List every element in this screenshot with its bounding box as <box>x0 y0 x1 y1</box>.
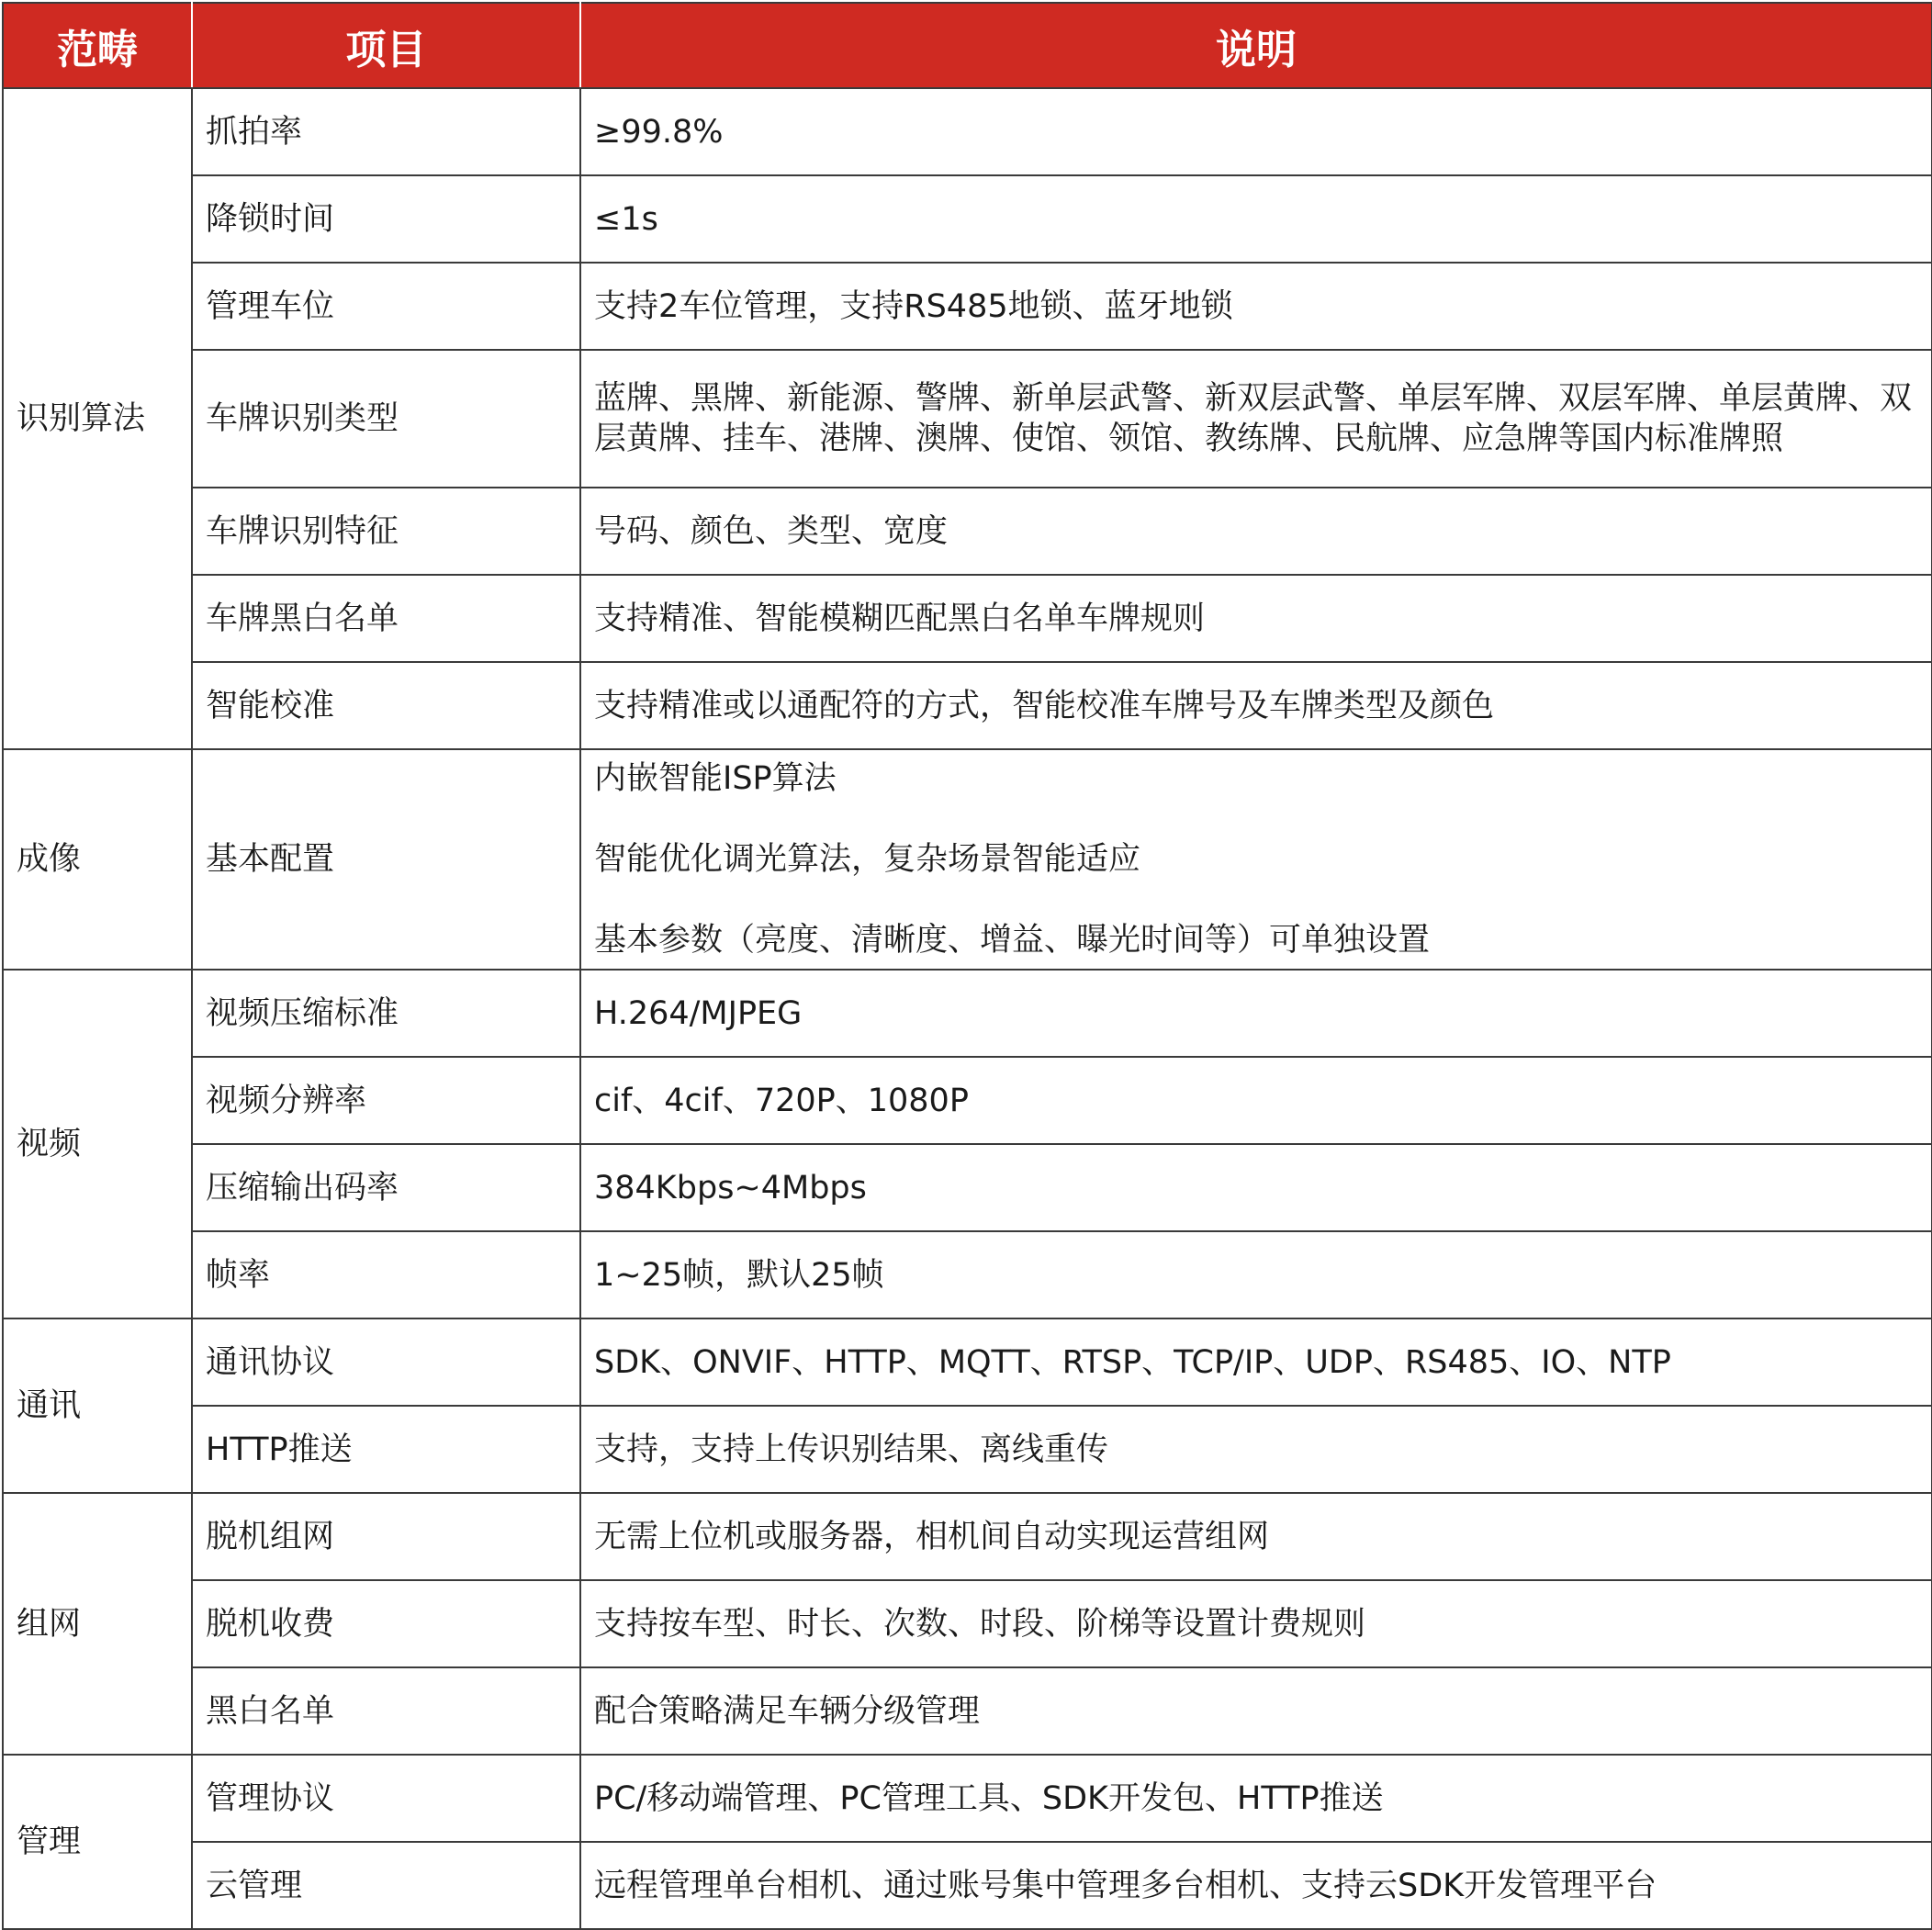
item-cell: 管理协议 <box>192 1755 580 1842</box>
table-row <box>3 1667 1932 1755</box>
item-cell: 脱机组网 <box>192 1493 580 1580</box>
description-cell: SDK、ONVIF、HTTP、MQTT、RTSP、TCP/IP、UDP、RS485、IO、NTP <box>580 1318 1932 1406</box>
item-cell: 抓拍率 <box>192 88 580 175</box>
table-row <box>3 749 1932 970</box>
item-cell: 智能校准 <box>192 662 580 749</box>
description-cell: 1~25帧，默认25帧 <box>580 1231 1932 1318</box>
category-cell: 组网 <box>3 1493 192 1755</box>
table-row <box>3 488 1932 575</box>
description-cell: ≥99.8% <box>580 88 1932 175</box>
category-cell: 识别算法 <box>3 88 192 749</box>
table-row <box>3 1842 1932 1929</box>
item-cell: 通讯协议 <box>192 1318 580 1406</box>
table-row <box>3 88 1932 175</box>
item-cell: 帧率 <box>192 1231 580 1318</box>
description-cell: 蓝牌、黑牌、新能源、警牌、新单层武警、新双层武警、单层军牌、双层军牌、单层黄牌、双层黄牌、挂车、港牌、澳牌、使馆、领馆、教练牌、民航牌、应急牌等国内标准牌照 <box>580 350 1932 488</box>
table-row <box>3 1493 1932 1580</box>
item-cell: HTTP推送 <box>192 1406 580 1493</box>
category-cell: 通讯 <box>3 1318 192 1493</box>
description-cell: 384Kbps~4Mbps <box>580 1144 1932 1231</box>
description-cell: 支持精准或以通配符的方式，智能校准车牌号及车牌类型及颜色 <box>580 662 1932 749</box>
item-cell: 黑白名单 <box>192 1667 580 1755</box>
description-line: 内嵌智能ISP算法 <box>594 760 837 797</box>
table-row <box>3 575 1932 662</box>
category-cell: 成像 <box>3 749 192 970</box>
description-line: 基本参数（亮度、清晰度、增益、曝光时间等）可单独设置 <box>594 922 1431 959</box>
item-cell: 车牌识别类型 <box>192 350 580 488</box>
description-cell: 支持精准、智能模糊匹配黑白名单车牌规则 <box>580 575 1932 662</box>
table-row <box>3 1318 1932 1406</box>
item-cell: 管理车位 <box>192 263 580 350</box>
table-row <box>3 662 1932 749</box>
description-cell: 无需上位机或服务器，相机间自动实现运营组网 <box>580 1493 1932 1580</box>
item-cell: 基本配置 <box>192 749 580 970</box>
spec-table <box>2 2 1932 1930</box>
description-cell: 支持，支持上传识别结果、离线重传 <box>580 1406 1932 1493</box>
table-row <box>3 175 1932 263</box>
description-cell: 号码、颜色、类型、宽度 <box>580 488 1932 575</box>
description-cell: H.264/MJPEG <box>580 970 1932 1057</box>
table-row <box>3 1755 1932 1842</box>
item-cell: 脱机收费 <box>192 1580 580 1667</box>
header-description: 说明 <box>580 3 1932 88</box>
description-line: 智能优化调光算法，复杂场景智能适应 <box>594 841 1141 878</box>
description-cell <box>580 749 1932 970</box>
header-item: 项目 <box>192 3 580 88</box>
header-category: 范畴 <box>3 3 192 88</box>
item-cell: 车牌黑白名单 <box>192 575 580 662</box>
category-cell: 视频 <box>3 970 192 1318</box>
table-row <box>3 1144 1932 1231</box>
item-cell: 降锁时间 <box>192 175 580 263</box>
item-cell: 视频压缩标准 <box>192 970 580 1057</box>
description-cell: 远程管理单台相机、通过账号集中管理多台相机、支持云SDK开发管理平台 <box>580 1842 1932 1929</box>
table-row <box>3 1406 1932 1493</box>
table-row <box>3 1057 1932 1144</box>
header-row <box>3 3 1932 88</box>
description-cell: ≤1s <box>580 175 1932 263</box>
table-row <box>3 350 1932 488</box>
description-cell: PC/移动端管理、PC管理工具、SDK开发包、HTTP推送 <box>580 1755 1932 1842</box>
item-cell: 车牌识别特征 <box>192 488 580 575</box>
description-cell: 支持2车位管理，支持RS485地锁、蓝牙地锁 <box>580 263 1932 350</box>
description-cell: cif、4cif、720P、1080P <box>580 1057 1932 1144</box>
description-cell: 配合策略满足车辆分级管理 <box>580 1667 1932 1755</box>
table-row <box>3 263 1932 350</box>
category-cell: 管理 <box>3 1755 192 1929</box>
table-row <box>3 1231 1932 1318</box>
item-cell: 云管理 <box>192 1842 580 1929</box>
item-cell: 压缩输出码率 <box>192 1144 580 1231</box>
item-cell: 视频分辨率 <box>192 1057 580 1144</box>
table-row <box>3 1580 1932 1667</box>
description-cell: 支持按车型、时长、次数、时段、阶梯等设置计费规则 <box>580 1580 1932 1667</box>
table-row <box>3 970 1932 1057</box>
